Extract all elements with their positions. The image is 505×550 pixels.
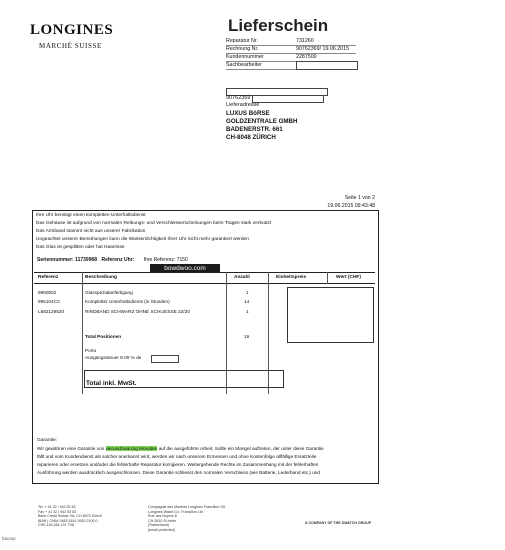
guarantee-line: fällt und vom Kundendienst als solcher anerkannt wird, werden wir nach unserem Ermessen und ohne Kostenfolge allfällige Ersatzteile bbox=[37, 454, 317, 459]
footer-line: Fax + 41 32 / 942 53 53 bbox=[38, 509, 77, 514]
guarantee-line: Ausführung werden ausdrücklich ausgeschlossen. Diese Garantie schliesst den normalen Verschleiss (wie Batterie, Lederband etc.) und bbox=[37, 470, 320, 475]
serial-value: 11739968 bbox=[75, 257, 98, 263]
guarantee-pre: Wir gewähren eine Garantie von bbox=[37, 446, 106, 451]
total-label: Total inkl. MwSt. bbox=[86, 380, 137, 387]
total-positions-label: Total Positionen bbox=[85, 334, 122, 339]
footer-line: Longines Watch Co. Francillon Ltd bbox=[148, 509, 203, 514]
footer-line: Rue des Noyers 8 bbox=[148, 514, 177, 518]
watch-ref-label: Referenz Uhr: bbox=[101, 257, 135, 263]
footer-contact bbox=[38, 505, 102, 528]
col-header-ref: Referenz bbox=[38, 275, 59, 280]
guarantee-line: reparieren oder ersetzen und/oder die fehlerhafte Reparatur korrigieren. Weitergehende Rechte im Zusammenhang mit der fehlerhaften bbox=[37, 462, 319, 467]
footer-line: Bank Credit Suisse SA, CH-8070 Zürich bbox=[38, 514, 102, 518]
row-ref: L682129520 bbox=[38, 309, 65, 314]
row-desc: Kompletter Unterhaltsdienst (in Stunden) bbox=[85, 299, 170, 304]
edge-watermark: bautop bbox=[2, 536, 16, 541]
col-header-desc: Beschreibung bbox=[85, 275, 117, 280]
address-line: GOLDZENTRALE GMBH bbox=[226, 118, 298, 125]
row-ref: 9950502 bbox=[38, 290, 57, 295]
column-divider bbox=[327, 272, 328, 284]
serial-label: Seriennummer: bbox=[37, 257, 74, 263]
total-positions-value: 16 bbox=[244, 334, 250, 339]
page-number: Seite 1 von 2 bbox=[344, 195, 375, 201]
serial-line bbox=[37, 257, 188, 263]
footer-line: IBAN | CH64 0483 5161 5920 2100 0 bbox=[38, 518, 98, 523]
col-header-value: Wert (CHF) bbox=[336, 275, 361, 280]
info-label: Kundennummer bbox=[226, 54, 264, 60]
guarantee-title: Garantie: bbox=[37, 438, 58, 443]
customer-ref-label: Ihre Referenz: bbox=[143, 257, 176, 263]
document-datetime: 19.06.2015 09:43:48 bbox=[327, 203, 375, 209]
address-number: 90762369 bbox=[226, 95, 251, 101]
row-qty: 1 bbox=[246, 309, 249, 314]
footer-line: CHE-116.284.131 TVA bbox=[38, 523, 75, 527]
address-label: Lieferadresse bbox=[226, 102, 260, 108]
row-desc: Glasspezialanfertigung bbox=[85, 290, 133, 295]
guarantee-line-1 bbox=[37, 445, 377, 452]
address-line: BADENERSTR. 661 bbox=[226, 126, 283, 133]
row-qty: 14 bbox=[244, 299, 250, 304]
address-line: LUXUS BöRSE bbox=[226, 110, 270, 117]
table-header-rule bbox=[34, 283, 375, 284]
footer-line: Compagnie des Montres Longines Francillon SA bbox=[148, 505, 226, 509]
notice-line: Ungeachtet unserer Bemühungen kann die Wasserdichtigkeit Ihrer Uhr nicht mehr garantiert werden bbox=[36, 237, 249, 242]
vat-label: Ausgangssteuer 8.00 % de bbox=[85, 355, 142, 360]
footer-line: Tel. + 41 32 / 942 52 52 bbox=[38, 505, 76, 509]
notice-line: Ihre Uhr benötigt einen kompletten Unterhaltsdienst bbox=[36, 213, 146, 218]
porto-label: Porto bbox=[85, 348, 97, 353]
notice-line: Das Armband stammt nicht aus unserer Fabrikation bbox=[36, 229, 146, 234]
redaction-box bbox=[151, 355, 179, 363]
guarantee-highlight: vierundzwanzig Monaten bbox=[105, 446, 158, 451]
row-desc: RINDBAND SCHWARZ OHNE SCHLIESSE 22/20 bbox=[85, 309, 190, 314]
guarantee-post: auf die ausgeführte Arbeit. Sollte ein Mangel auftreten, der unter diese Garantie bbox=[157, 446, 324, 451]
document-frame bbox=[32, 210, 379, 484]
redaction-box bbox=[296, 61, 358, 70]
notice-line: Das Glas ist gesplitten oder hat Haarrisse bbox=[36, 245, 125, 250]
address-line: CH-8048 ZÜRICH bbox=[226, 134, 276, 141]
info-value: 90762369/ 19.06.2015 bbox=[296, 46, 350, 52]
redacted-values-box bbox=[287, 287, 374, 343]
column-divider bbox=[82, 272, 83, 394]
notice-line: Das Gehäuse ist aufgrund von normalen Reibungs- und Verschleisserscheinungen beim Tragen stark zerkratzt bbox=[36, 221, 272, 226]
info-value: 2287500 bbox=[296, 54, 317, 60]
footer-line: [email protected] bbox=[148, 527, 175, 532]
info-label: Rechnung Nr. bbox=[226, 46, 259, 52]
redaction-box bbox=[252, 95, 324, 103]
swatch-group-mark: A COMPANY OF THE SWATCH GROUP bbox=[305, 521, 372, 525]
info-label: Sachbearbeiter bbox=[226, 62, 262, 68]
col-header-qty: Anzahl bbox=[234, 275, 250, 280]
table-top-rule bbox=[34, 272, 375, 273]
info-value: 731260 bbox=[296, 38, 314, 44]
watermark: bowdwoo.com bbox=[150, 264, 220, 273]
col-header-unit: Einheitspreis bbox=[276, 275, 307, 280]
info-label: Reparatur Nr. bbox=[226, 38, 258, 44]
footer-line: (Switzerland) bbox=[148, 523, 169, 527]
footer-line: CH-2610 St-Imier bbox=[148, 518, 176, 523]
customer-ref-value: 7150 bbox=[176, 257, 188, 263]
row-ref: 995104CC bbox=[38, 299, 61, 304]
row-qty: 1 bbox=[246, 290, 249, 295]
brand-logo: LONGINES bbox=[30, 22, 114, 38]
brand-tagline: MARCHÉ SUISSE bbox=[39, 42, 102, 50]
document-title: Lieferschein bbox=[228, 16, 329, 35]
footer-company bbox=[148, 505, 225, 532]
